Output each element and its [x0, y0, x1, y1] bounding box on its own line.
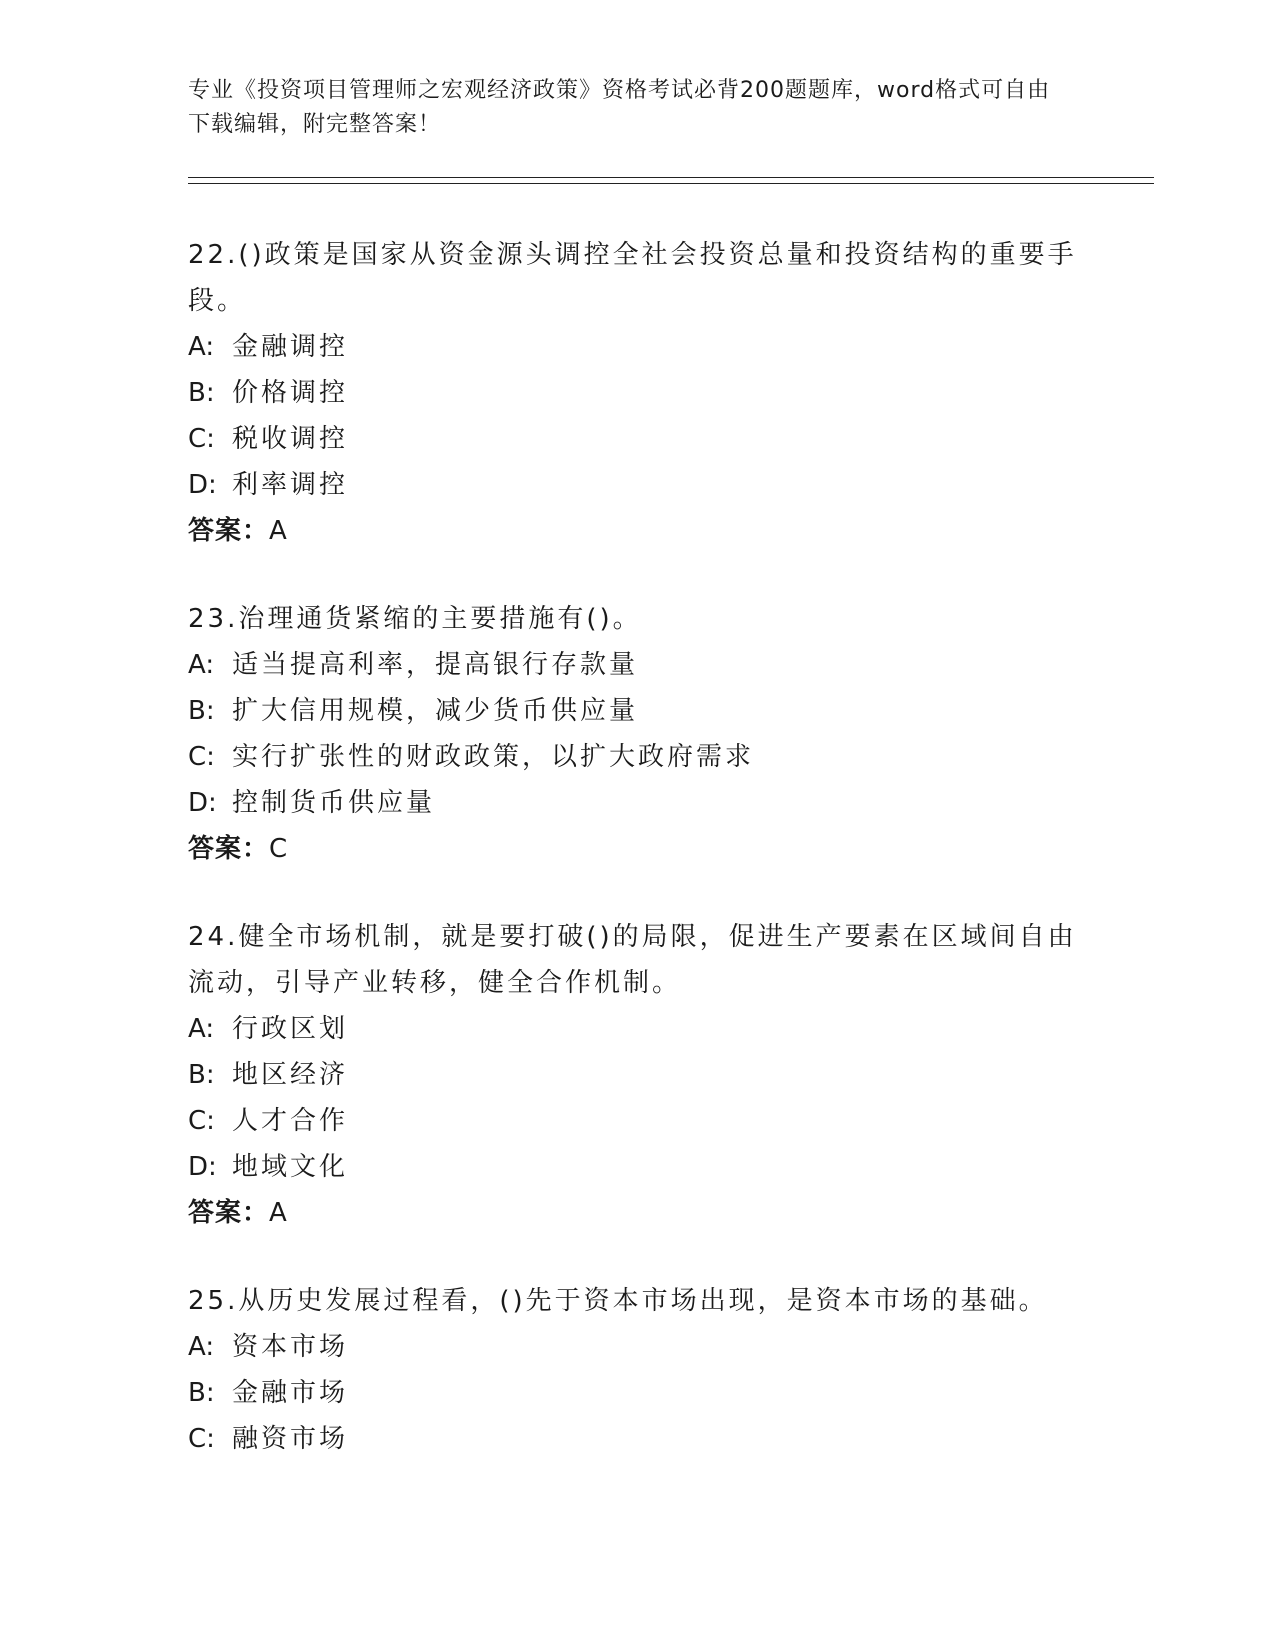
question-24	[188, 914, 1088, 1236]
question-23	[188, 596, 1088, 872]
question-stem: 23.治理通货紧缩的主要措施有()。	[188, 604, 642, 634]
option-text: 金融调控	[232, 332, 349, 362]
option-b	[188, 688, 1088, 734]
option-key: A:	[188, 1014, 215, 1044]
option-text: 扩大信用规模，减少货币供应量	[232, 696, 639, 726]
question-25	[188, 1278, 1088, 1462]
option-key: B:	[188, 1378, 215, 1408]
question-list	[188, 232, 1088, 1504]
option-b	[188, 1052, 1088, 1098]
question-stem: 24.健全市场机制，就是要打破()的局限，促进生产要素在区域间自由流动，引导产业转移，健全合作机制。	[188, 922, 1077, 998]
option-key: A:	[188, 332, 215, 362]
header-rule-top	[188, 177, 1154, 178]
option-key: C:	[188, 1106, 215, 1136]
option-key: D:	[188, 1152, 217, 1182]
option-key: C:	[188, 424, 215, 454]
answer-line	[188, 508, 1088, 554]
document-header: 专业《投资项目管理师之宏观经济政策》资格考试必背200题题库，word格式可自由下载编辑，附完整答案！	[188, 78, 1051, 137]
option-key: C:	[188, 1424, 215, 1454]
option-text: 税收调控	[232, 424, 349, 454]
question-stem: 25.从历史发展过程看，()先于资本市场出现，是资本市场的基础。	[188, 1286, 1048, 1316]
option-text: 行政区划	[232, 1014, 349, 1044]
option-a	[188, 1006, 1088, 1052]
answer-value: A	[269, 1198, 288, 1228]
option-key: D:	[188, 788, 217, 818]
option-d	[188, 1144, 1088, 1190]
option-key: B:	[188, 696, 215, 726]
option-b	[188, 370, 1088, 416]
option-text: 控制货币供应量	[232, 788, 436, 818]
option-key: B:	[188, 1060, 215, 1090]
option-key: A:	[188, 1332, 215, 1362]
option-c	[188, 734, 1088, 780]
answer-label: 答案：	[188, 834, 270, 864]
option-text: 地区经济	[232, 1060, 349, 1090]
option-text: 融资市场	[232, 1424, 349, 1454]
option-d	[188, 462, 1088, 508]
option-text: 人才合作	[232, 1106, 349, 1136]
option-key: B:	[188, 378, 215, 408]
option-text: 资本市场	[232, 1332, 349, 1362]
answer-value: C	[269, 834, 289, 864]
option-a	[188, 324, 1088, 370]
option-text: 地域文化	[232, 1152, 349, 1182]
option-text: 实行扩张性的财政政策，以扩大政府需求	[232, 742, 755, 772]
header-rule-bottom	[188, 183, 1154, 184]
answer-value: A	[269, 516, 288, 546]
option-key: A:	[188, 650, 215, 680]
option-key: D:	[188, 470, 217, 500]
option-a	[188, 642, 1088, 688]
option-c	[188, 1098, 1088, 1144]
option-text: 金融市场	[232, 1378, 349, 1408]
option-text: 适当提高利率，提高银行存款量	[232, 650, 639, 680]
question-22	[188, 232, 1088, 554]
answer-line	[188, 826, 1088, 872]
option-key: C:	[188, 742, 215, 772]
answer-label: 答案：	[188, 516, 270, 546]
option-d	[188, 780, 1088, 826]
option-c	[188, 1416, 1088, 1462]
option-c	[188, 416, 1088, 462]
option-b	[188, 1370, 1088, 1416]
answer-label: 答案：	[188, 1198, 270, 1228]
option-text: 利率调控	[232, 470, 349, 500]
option-a	[188, 1324, 1088, 1370]
answer-line	[188, 1190, 1088, 1236]
question-stem: 22.()政策是国家从资金源头调控全社会投资总量和投资结构的重要手段。	[188, 240, 1077, 316]
option-text: 价格调控	[232, 378, 349, 408]
